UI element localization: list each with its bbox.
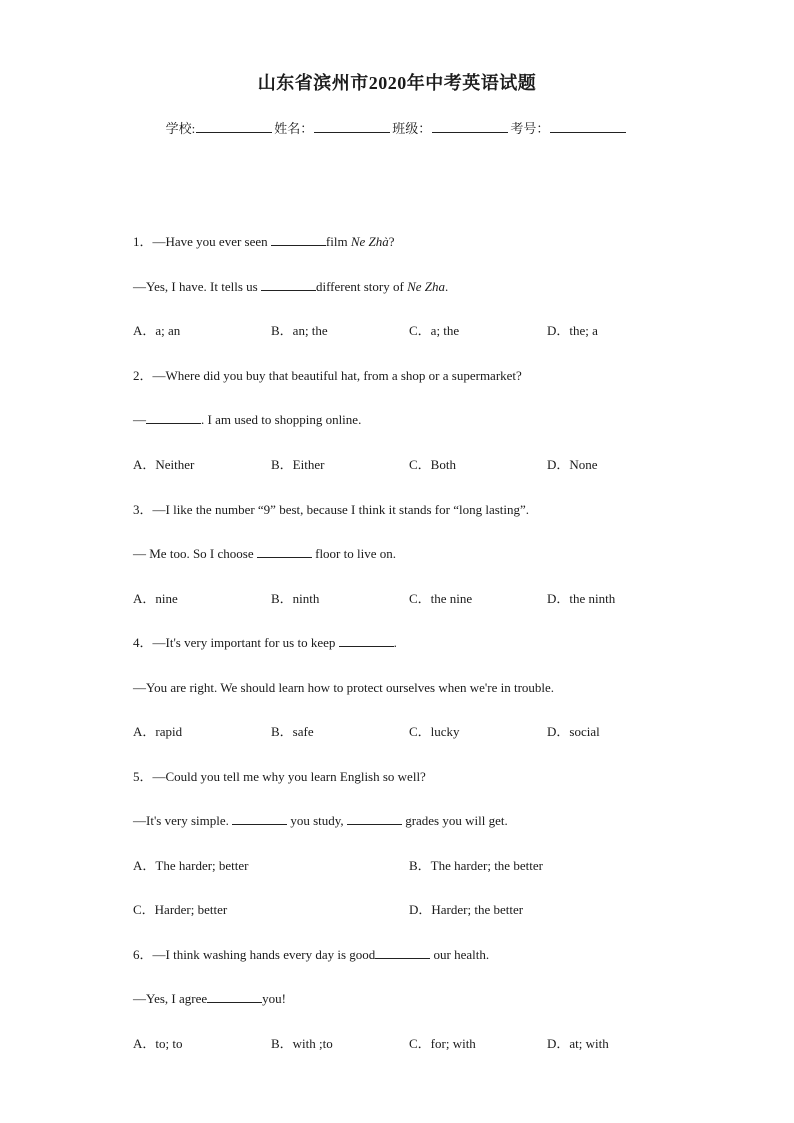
q2-option-c[interactable]: C．Both: [409, 457, 456, 472]
q4-option-a[interactable]: A．rapid: [133, 724, 183, 739]
response-text: .: [444, 279, 449, 294]
question-3-response: [133, 546, 396, 562]
response-text: —Yes, I have. It tells us: [133, 279, 261, 294]
q1-option-a[interactable]: A．a; an: [133, 323, 181, 338]
response-text: you!: [262, 991, 286, 1006]
q2-option-b[interactable]: B．Either: [271, 457, 325, 472]
exam-no-label: 考号：: [510, 121, 550, 136]
response-text: . I am used to shopping online.: [201, 412, 362, 427]
q3-option-c[interactable]: C．the nine: [409, 591, 473, 606]
question-2-response: [133, 412, 361, 428]
q3-option-d[interactable]: D．the ninth: [547, 591, 616, 606]
q4-option-d[interactable]: D．social: [547, 724, 600, 739]
class-label: 班级：: [392, 121, 432, 136]
question-5-response: [133, 813, 508, 829]
answer-blank: [261, 279, 316, 291]
q1-option-d[interactable]: D．the; a: [547, 323, 598, 338]
response-text: —: [133, 412, 146, 427]
answer-blank: [375, 947, 430, 959]
response-text: grades you will get.: [401, 813, 508, 828]
question-4-response: —You are right. We should learn how to protect ourselves when we're in trouble.: [133, 680, 555, 695]
question-text: film: [325, 234, 351, 249]
question-text: 1．—Have you ever seen: [133, 234, 271, 249]
q3-option-b[interactable]: B．ninth: [271, 591, 320, 606]
question-4-prompt: [133, 635, 397, 651]
question-6-response: [133, 991, 286, 1007]
q5-option-a[interactable]: A．The harder; better: [133, 858, 249, 873]
response-text: — Me too. So I choose: [133, 546, 257, 561]
q2-option-a[interactable]: A．Neither: [133, 457, 195, 472]
student-info-line: [0, 118, 794, 137]
answer-blank: [257, 546, 312, 558]
answer-blank: [207, 991, 262, 1003]
film-title: Ne Zhà: [350, 234, 389, 249]
answer-blank: [146, 412, 201, 424]
q5-option-b[interactable]: B．The harder; the better: [409, 858, 543, 873]
q1-option-b[interactable]: B．an; the: [271, 323, 328, 338]
question-text: .: [393, 635, 397, 650]
response-text: —It's very simple.: [133, 813, 233, 828]
q5-option-d[interactable]: D．Harder; the better: [409, 902, 524, 917]
question-5-prompt: 5．—Could you tell me why you learn English so well?: [133, 769, 426, 784]
q4-option-b[interactable]: B．safe: [271, 724, 314, 739]
question-text: our health.: [430, 947, 490, 962]
q3-option-a[interactable]: A．nine: [133, 591, 178, 606]
response-text: floor to live on.: [311, 546, 396, 561]
q4-option-c[interactable]: C．lucky: [409, 724, 460, 739]
response-text: different story of: [315, 279, 408, 294]
q5-option-c[interactable]: C．Harder; better: [133, 902, 228, 917]
exam-no-blank[interactable]: [550, 120, 626, 133]
answer-blank: [339, 635, 394, 647]
question-1-prompt: [133, 234, 395, 250]
q6-option-b[interactable]: B．with ;to: [271, 1036, 333, 1051]
question-2-prompt: 2．—Where did you buy that beautiful hat, from a shop or a supermarket?: [133, 368, 522, 383]
answer-blank: [271, 234, 326, 246]
response-text: —Yes, I agree: [133, 991, 208, 1006]
question-text: 6．—I think washing hands every day is good: [133, 947, 376, 962]
story-name: Ne Zha: [407, 279, 445, 294]
school-blank[interactable]: [196, 120, 272, 133]
page-title: 山东省滨州市2020年中考英语试题: [257, 73, 537, 93]
name-blank[interactable]: [314, 120, 390, 133]
q6-option-c[interactable]: C．for; with: [409, 1036, 476, 1051]
school-label: 学校:: [165, 121, 196, 136]
q6-option-d[interactable]: D．at; with: [547, 1036, 609, 1051]
q1-option-c[interactable]: C．a; the: [409, 323, 460, 338]
response-text: you study,: [287, 813, 347, 828]
q2-option-d[interactable]: D．None: [547, 457, 598, 472]
answer-blank: [347, 813, 402, 825]
question-text: ?: [388, 234, 395, 249]
name-label: 姓名：: [274, 121, 314, 136]
question-text: 4．—It's very important for us to keep: [133, 635, 339, 650]
question-3-prompt: 3．—I like the number “9” best, because I think it stands for “long lasting”.: [133, 502, 530, 517]
class-blank[interactable]: [432, 120, 508, 133]
q6-option-a[interactable]: A．to; to: [133, 1036, 183, 1051]
question-1-response: [133, 279, 448, 295]
question-6-prompt: [133, 947, 489, 963]
answer-blank: [232, 813, 287, 825]
